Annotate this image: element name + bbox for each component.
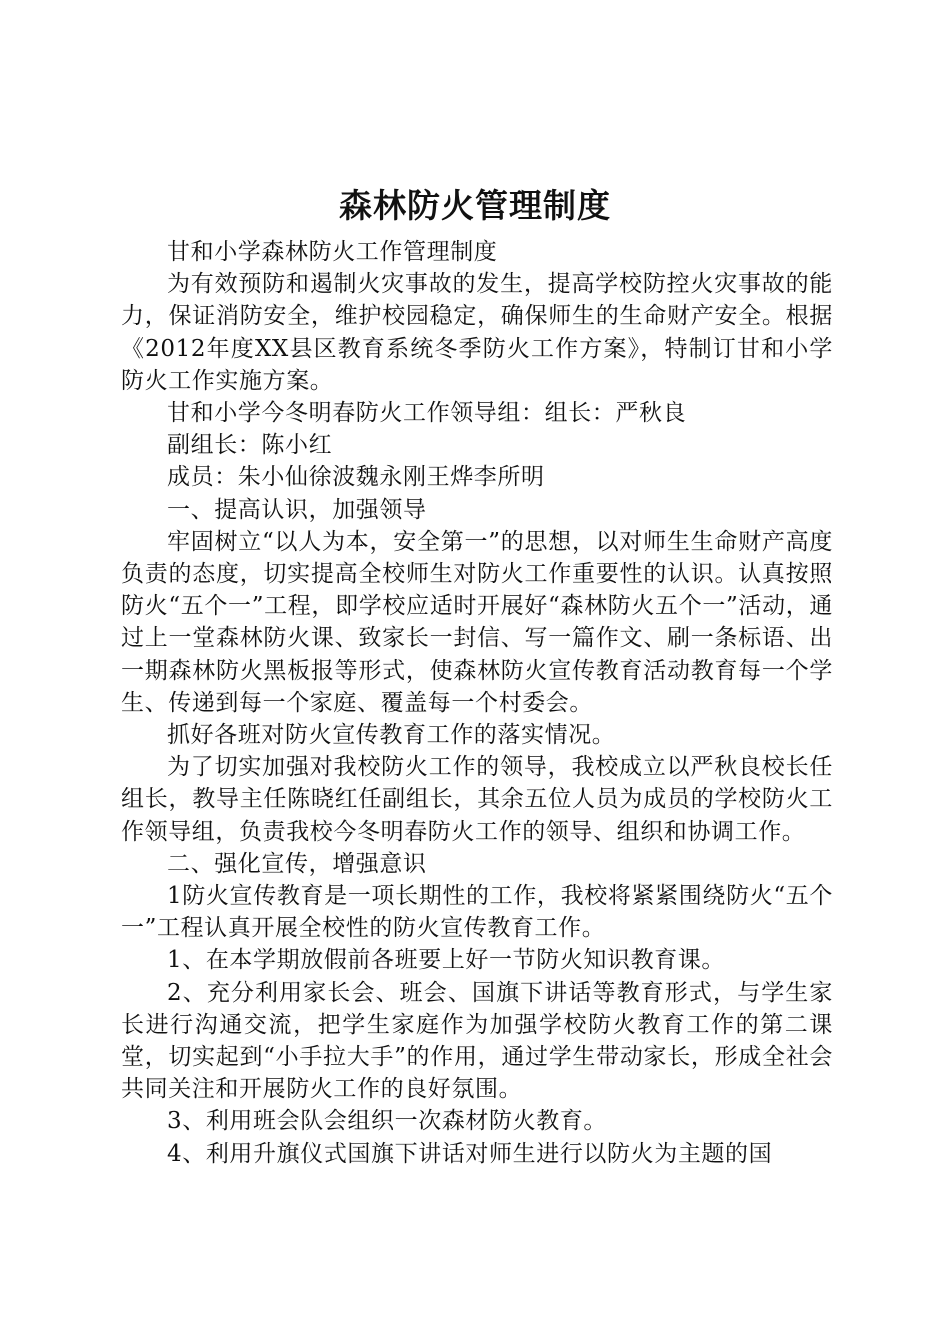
paragraph: 牢固树立“以人为本，安全第一”的思想，以对师生生命财产高度负责的态度，切实提高全校师生对防火工作重要性的认识。认真按照防火“五个一”工程，即学校应适时开展好“森林防火五个一”活动，通过上一堂森林防火课、致家长一封信、写一篇作文、刷一条标语、出一期森林防火黑板报等形式，使森林防火宣传教育活动教育每一个学生、传递到每一个家庭、覆盖每一个村委会。: [121, 528, 833, 716]
paragraph: 抓好各班对防火宣传教育工作的落实情况。: [167, 722, 616, 749]
paragraph: 为了切实加强对我校防火工作的领导，我校成立以严秋良校长任组长，教导主任陈晓红任副组长，其余五位人员为成员的学校防火工作领导组，负责我校今冬明春防火工作的领导、组织和协调工作。: [121, 754, 833, 845]
paragraph: 4、利用升旗仪式国旗下讲话对师生进行以防火为主题的国: [167, 1140, 773, 1167]
paragraph: 2、充分利用家长会、班会、国旗下讲话等教育形式，与学生家长进行沟通交流，把学生家庭作为加强学校防火教育工作的第二课堂，切实起到“小手拉大手”的作用，通过学生带动家长，形成全社会共同关注和开展防火工作的良好氛围。: [121, 979, 833, 1103]
section-heading: 一、提高认识，加强领导: [167, 496, 427, 523]
paragraph: 为有效预防和遏制火灾事故的发生，提高学校防控火灾事故的能力，保证消防安全，维护校园稳定，确保师生的生命财产安全。根据《2012年度XX县区教育系统冬季防火工作方案》，特制订甘和小学防火工作实施方案。: [121, 271, 833, 394]
paragraph: 副组长：陈小红: [167, 432, 333, 459]
section-heading: 二、强化宣传，增强意识: [167, 850, 427, 877]
paragraph: 成员：朱小仙徐波魏永刚王烨李所明: [167, 464, 545, 491]
paragraph: 3、利用班会队会组织一次森材防火教育。: [167, 1108, 608, 1135]
paragraph: 甘和小学今冬明春防火工作领导组：组长：严秋良: [167, 400, 687, 427]
paragraph: 甘和小学森林防火工作管理制度: [167, 239, 498, 265]
document-body: [121, 236, 833, 1170]
paragraph: 1、在本学期放假前各班要上好一节防火知识教育课。: [167, 947, 726, 974]
paragraph: 1防火宣传教育是一项长期性的工作，我校将紧紧围绕防火“五个一”工程认真开展全校性的防火宣传教育工作。: [121, 883, 833, 942]
document-title: 森林防火管理制度: [339, 186, 611, 225]
